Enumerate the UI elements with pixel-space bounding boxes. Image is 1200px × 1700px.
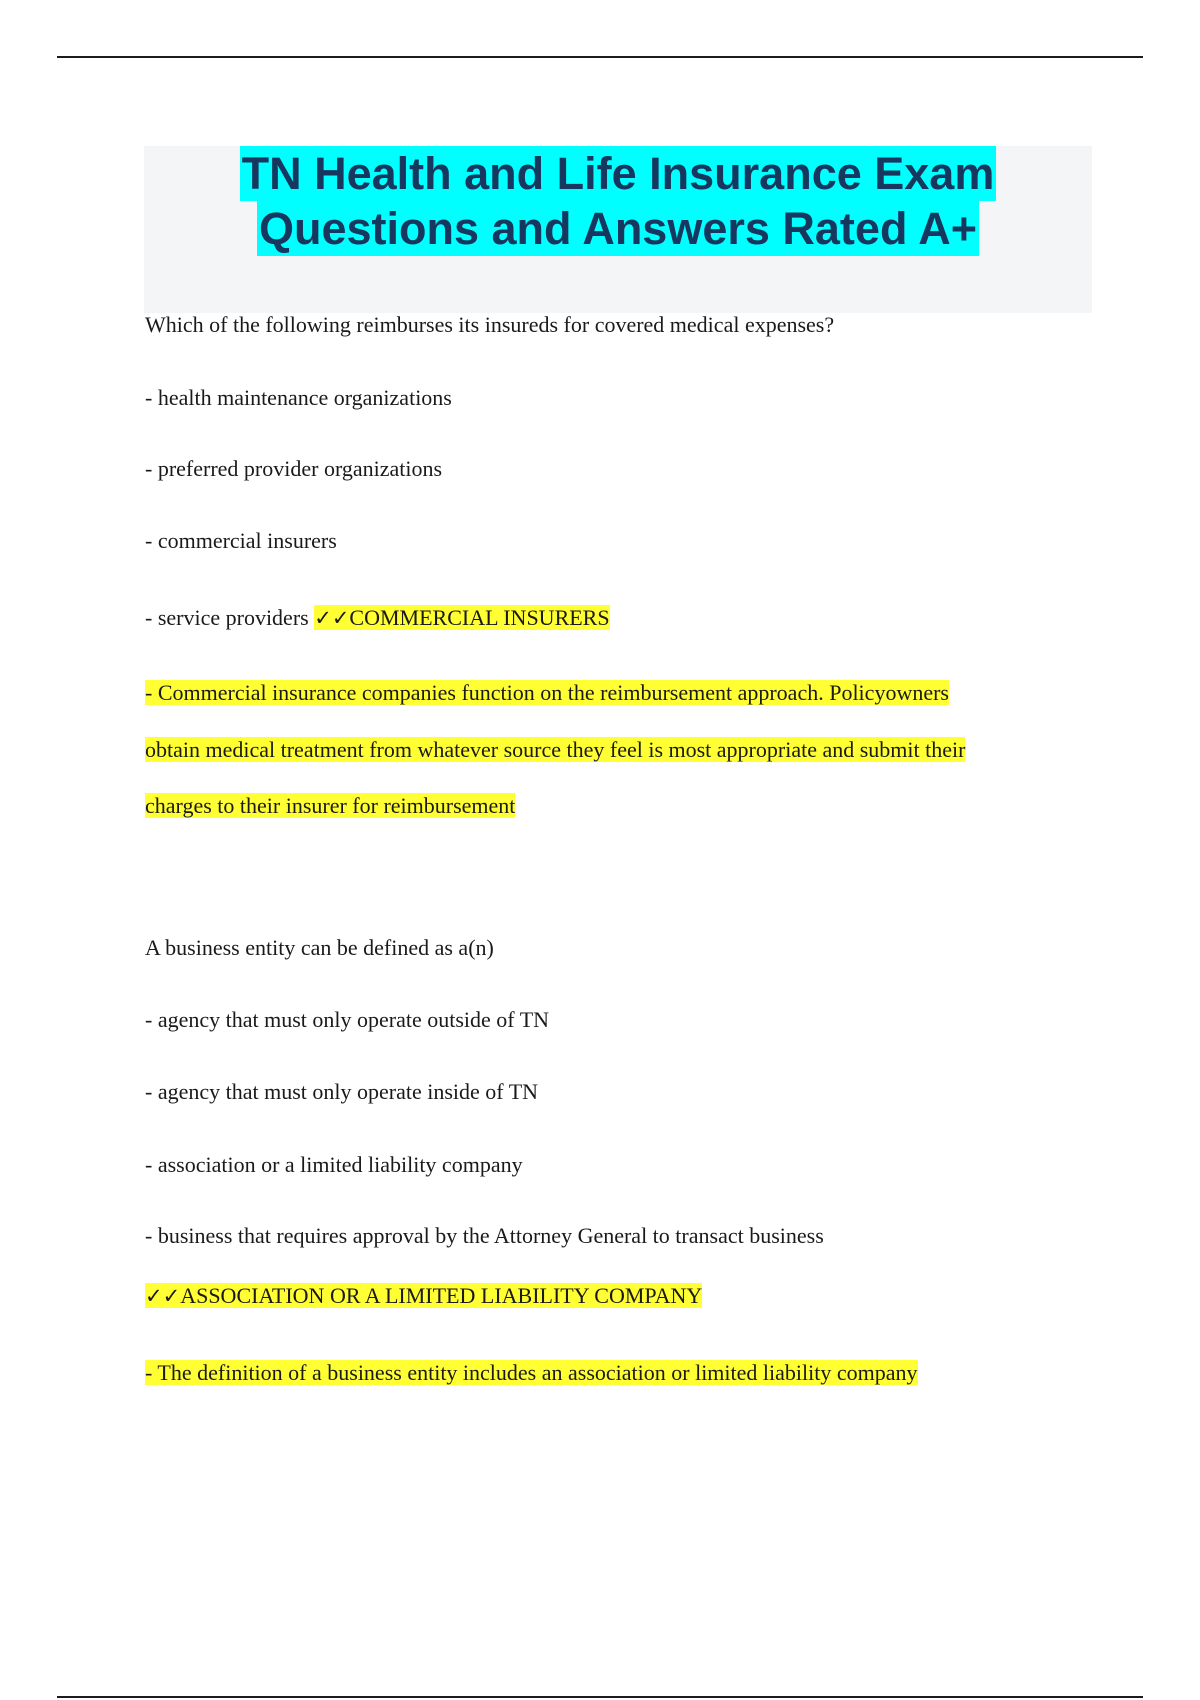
question-2-option-1: - agency that must only operate outside of TN: [145, 1007, 550, 1032]
question-2-answer-text: ASSOCIATION OR A LIMITED LIABILITY COMPANY: [180, 1283, 703, 1308]
question-2-text: A business entity can be defined as a(n): [145, 935, 494, 960]
bottom-rule: [57, 1696, 1143, 1698]
question-2-answer: [145, 1283, 702, 1308]
question-1-explanation-line-3: charges to their insurer for reimbursement: [145, 793, 516, 818]
question-2-option-4: - business that requires approval by the Attorney General to transact business: [145, 1223, 824, 1248]
question-1-answer-text: COMMERCIAL INSURERS: [349, 605, 610, 630]
question-1-answer: [314, 605, 609, 630]
question-1-option-4-line: [145, 604, 610, 632]
question-2-option-3: - association or a limited liability company: [145, 1152, 523, 1177]
title-box: [144, 146, 1092, 313]
check-marks-icon: ✓✓: [314, 606, 350, 630]
question-1-explanation-line-2: obtain medical treatment from whatever source they feel is most appropriate and submit their: [145, 737, 966, 762]
question-2-explanation-line-1: - The definition of a business entity includes an association or limited liability company: [145, 1360, 918, 1385]
question-1-text: Which of the following reimburses its insureds for covered medical expenses?: [145, 312, 835, 337]
question-2-option-2: - agency that must only operate inside of TN: [145, 1079, 539, 1104]
question-1-explanation-line-1: - Commercial insurance companies function on the reimbursement approach. Policyowners: [145, 680, 949, 705]
question-1-option-4: - service providers: [145, 605, 315, 630]
question-2-answer-line: [145, 1282, 702, 1310]
top-rule: [57, 56, 1143, 58]
question-1-option-2: - preferred provider organizations: [145, 456, 443, 481]
question-1-option-1: - health maintenance organizations: [145, 385, 452, 410]
check-marks-icon: ✓✓: [145, 1284, 181, 1308]
document-title-line-2: Questions and Answers Rated A+: [258, 203, 978, 254]
document-title-line-1: TN Health and Life Insurance Exam: [241, 148, 995, 199]
question-1-option-3: - commercial insurers: [145, 528, 337, 553]
